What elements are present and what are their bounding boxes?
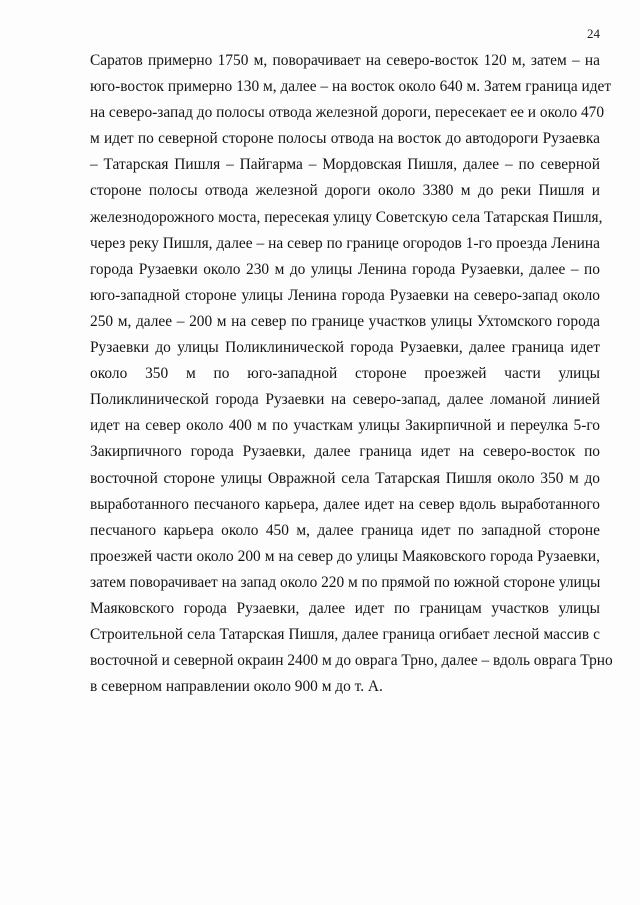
text-line: около 350 м по юго-западной стороне проезжей части улицы [90, 365, 600, 383]
page-number: 24 [587, 26, 600, 41]
text-line: Поликлинической города Рузаевки на северо-запад, далее ломаной линией [90, 391, 600, 409]
body-text [90, 48, 613, 700]
text-line: города Рузаевки около 230 м до улицы Ленина города Рузаевки, далее – по [90, 260, 600, 278]
text-line: проезжей части около 200 м на север до улицы Маяковского города Рузаевки, [90, 547, 600, 565]
text-line: Маяковского города Рузаевки, далее идет по границам участков улицы [90, 599, 600, 617]
text-line: юго-восток примерно 130 м, далее – на восток около 640 м. Затем граница идет [90, 78, 612, 96]
text-line: в северном направлении около 900 м до т. А. [90, 678, 383, 696]
text-line: м идет по северной стороне полосы отвода на восток до автодороги Рузаевка [90, 130, 600, 148]
text-line: через реку Пишля, далее – на север по границе огородов 1-го проезда Ленина [90, 234, 600, 252]
text-line: Закирпичного города Рузаевки, далее граница идет на северо-восток по [90, 443, 600, 461]
text-line: восточной стороне улицы Овражной села Татарская Пишля около 350 м до [90, 469, 600, 487]
text-line: Саратов примерно 1750 м, поворачивает на северо-восток 120 м, затем – на [90, 52, 600, 69]
text-line: выработанного песчаного карьера, далее идет на север вдоль выработанного [90, 495, 600, 513]
text-line: Рузаевки до улицы Поликлинической города Рузаевки, далее граница идет [90, 339, 600, 357]
text-line: идет на север около 400 м по участкам улицы Закирпичной и переулка 5-го [90, 417, 600, 435]
text-line: песчаного карьера около 450 м, далее граница идет по западной стороне [90, 521, 600, 539]
text-line: юго-западной стороне улицы Ленина города Рузаевки на северо-запад около [90, 286, 600, 304]
text-line: 250 м, далее – 200 м на север по границе участков улицы Ухтомского города [90, 312, 600, 330]
text-line: восточной и северной окраин 2400 м до оврага Трно, далее – вдоль оврага Трно [90, 652, 613, 670]
text-line: – Татарская Пишля – Пайгарма – Мордовская Пишля, далее – по северной [90, 156, 600, 174]
text-line: на северо-запад до полосы отвода железной дороги, пересекает ее и около 470 [90, 104, 605, 122]
text-line: стороне полосы отвода железной дороги около 3380 м до реки Пишля и [90, 182, 600, 200]
text-line: железнодорожного моста, пересекая улицу Советскую села Татарская Пишля, [90, 208, 603, 226]
text-line: Строительной села Татарская Пишля, далее граница огибает лесной массив с [90, 626, 600, 644]
text-line: затем поворачивает на запад около 220 м по прямой по южной стороне улицы [90, 573, 601, 591]
